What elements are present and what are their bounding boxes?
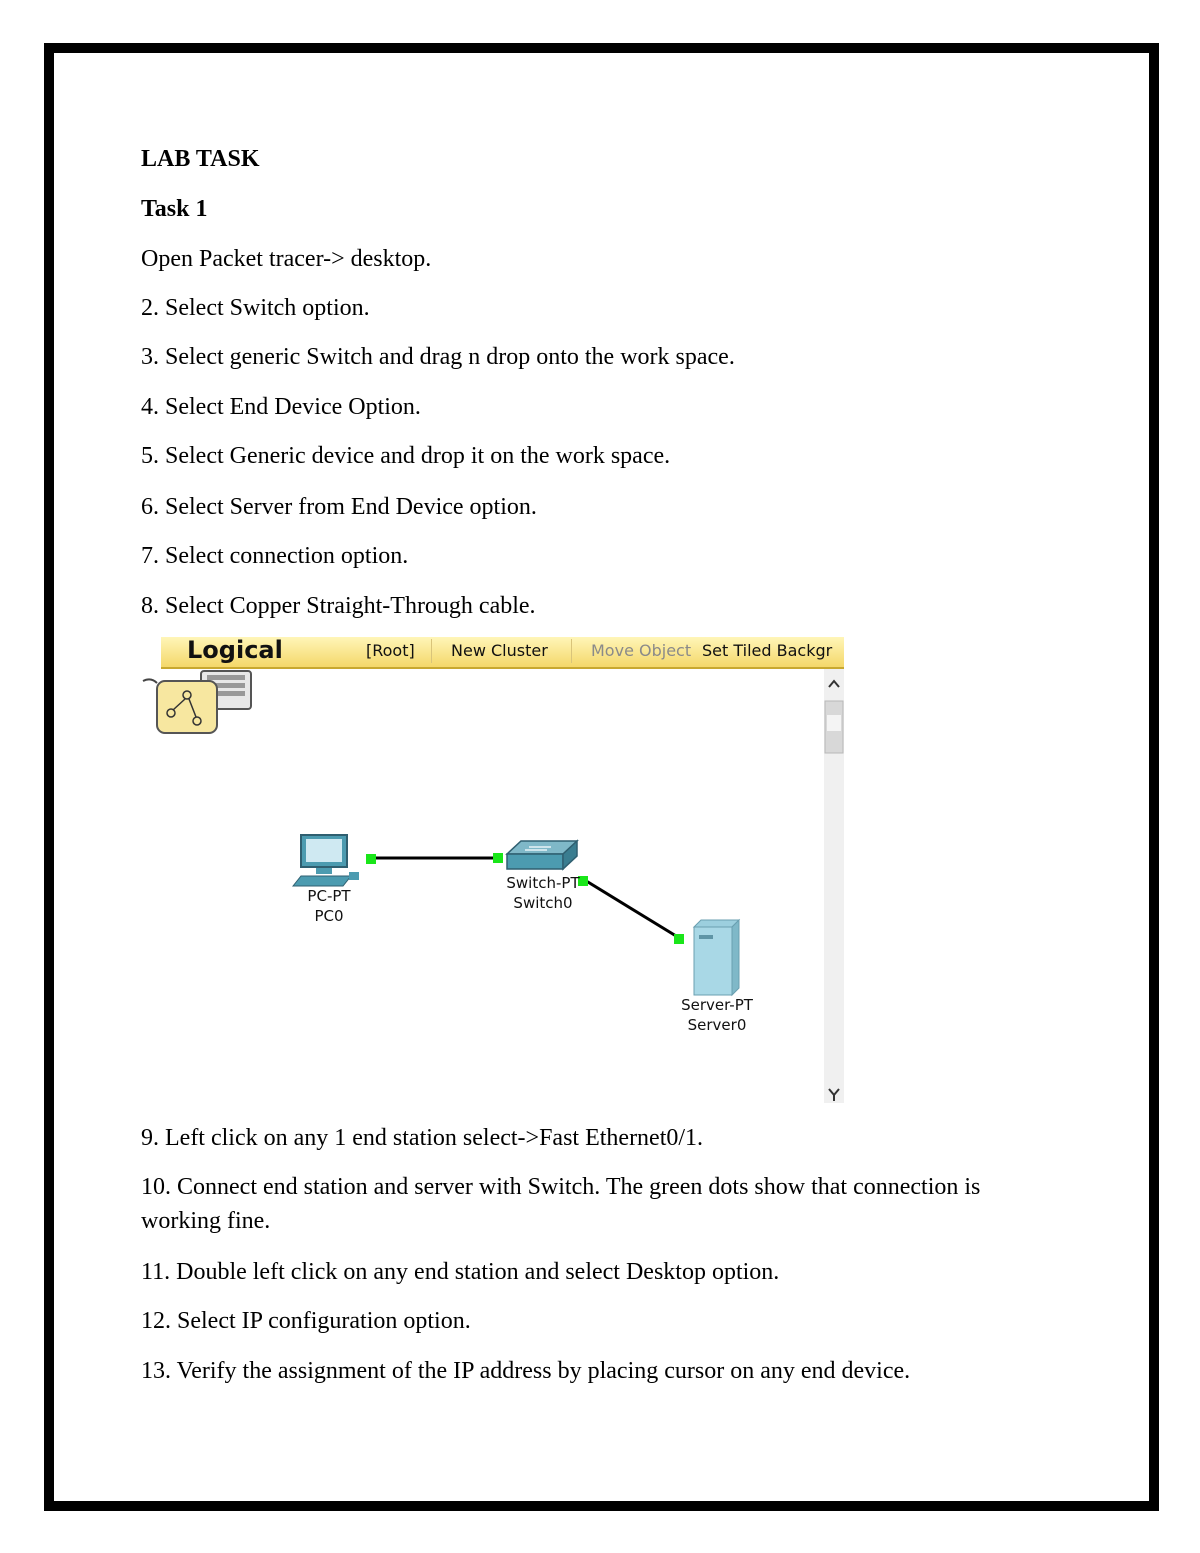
step-line: 4. Select End Device Option. [141, 394, 421, 420]
packet-tracer-screenshot [141, 637, 844, 1103]
server-icon[interactable] [694, 920, 739, 995]
root-button[interactable]: [Root] [366, 641, 415, 660]
logical-toolbar [161, 637, 844, 669]
switch-icon[interactable] [507, 841, 577, 869]
step-line: 7. Select connection option. [141, 543, 409, 569]
step-line: 12. Select IP configuration option. [141, 1308, 471, 1334]
scroll-up-icon[interactable] [829, 681, 839, 687]
step-line: 9. Left click on any 1 end station select->Fast Ethernet0/1. [141, 1125, 704, 1151]
topology-diagram [141, 669, 824, 1103]
switch-model-label: Switch-PT [506, 874, 580, 892]
step-line: Open Packet tracer-> desktop. [141, 246, 432, 272]
toolbar-divider [571, 639, 572, 663]
task-title: Task 1 [141, 196, 208, 222]
step-line: 2. Select Switch option. [141, 295, 370, 321]
step-line: 5. Select Generic device and drop it on the work space. [141, 443, 671, 469]
step-line: 13. Verify the assignment of the IP address by placing cursor on any end device. [141, 1358, 911, 1384]
server-name-label: Server0 [687, 1016, 747, 1034]
pc-name-label: PC0 [314, 907, 344, 925]
pc-icon[interactable] [293, 835, 359, 886]
lab-task-heading: LAB TASK [141, 146, 260, 172]
server-model-label: Server-PT [681, 996, 753, 1014]
move-object-button[interactable]: Move Object [591, 641, 691, 660]
link-status-dot [366, 854, 376, 864]
link-status-dot [493, 853, 503, 863]
set-tiled-background-button[interactable]: Set Tiled Backgr [702, 641, 833, 660]
switch-name-label: Switch0 [513, 894, 573, 912]
scrollbar-graphics [824, 669, 844, 1103]
step-line: 10. Connect end station and server with Switch. The green dots show that connection is working fine. [141, 1174, 981, 1234]
vertical-scrollbar[interactable] [824, 669, 844, 1103]
workspace-canvas[interactable] [141, 669, 824, 1103]
link-status-dot [674, 934, 684, 944]
toolbar-divider [431, 639, 432, 663]
logical-mode-title: Logical [187, 637, 283, 664]
scroll-down-icon[interactable] [829, 1089, 839, 1101]
step-line: 6. Select Server from End Device option. [141, 494, 537, 520]
step-line: 8. Select Copper Straight-Through cable. [141, 593, 536, 619]
step-line: 11. Double left click on any end station and select Desktop option. [141, 1259, 780, 1285]
pc-model-label: PC-PT [307, 887, 351, 905]
step-line: 3. Select generic Switch and drag n drop onto the work space. [141, 344, 735, 370]
new-cluster-button[interactable]: New Cluster [451, 641, 548, 660]
switch-server-link[interactable] [583, 879, 681, 939]
navigation-icon[interactable] [143, 671, 251, 733]
